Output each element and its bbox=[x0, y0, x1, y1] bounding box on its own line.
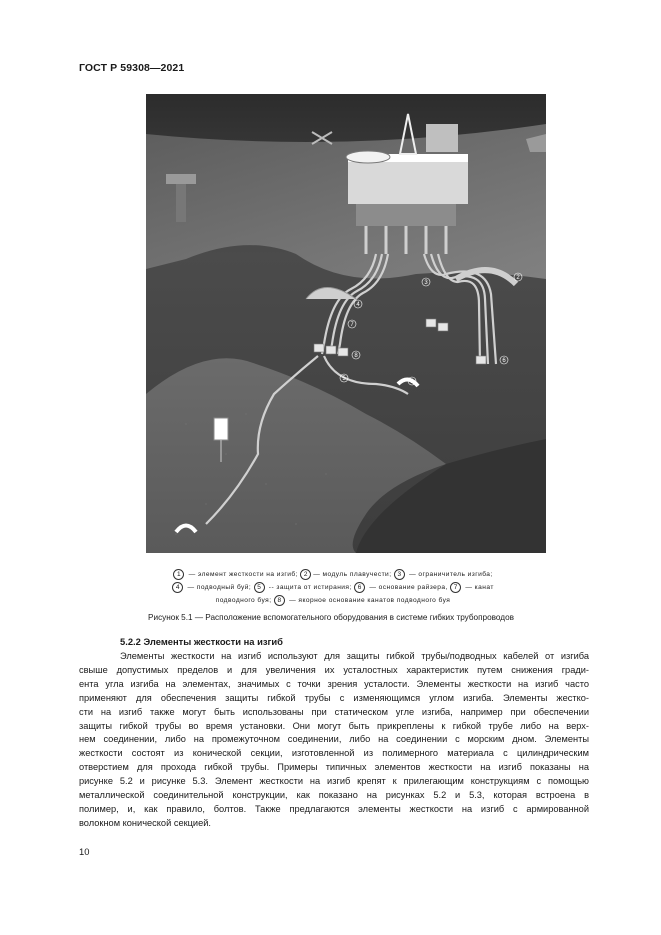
legend-item-7: 7 — канат bbox=[450, 584, 494, 591]
svg-text:2: 2 bbox=[516, 275, 520, 281]
body-line: жесткости состоят из конической секции, изготовленной из полимерного материала с цилиндрическим bbox=[79, 748, 589, 759]
body-line: рисунке 5.2 и рисунке 5.3. Элемент жесткости на изгиб крепят к прилегающим конструкциям с помощью bbox=[79, 776, 589, 787]
figure-legend-line-3: подводного буя; 8 — якорное основание канатов подводного буя bbox=[215, 596, 451, 604]
body-line: применяют для обеспечения защиты гибкой трубы с изменяющимся углом изгиба. Элементы жестко- bbox=[79, 692, 589, 703]
subsea-equipment-illustration bbox=[146, 94, 546, 553]
legend-item-5: 5 -- защита от истирания; bbox=[254, 584, 352, 591]
legend-item-2: 2 — модуль плавучести; bbox=[300, 571, 391, 578]
body-line: защиты гибкой трубы во время установки. Они могут быть прикреплены к гибкой трубе либо на верх- bbox=[79, 720, 589, 731]
svg-text:5: 5 bbox=[342, 376, 346, 382]
legend-item-8: 8 — якорное основание канатов подводного буя bbox=[274, 597, 451, 604]
body-line: ента угла изгиба на элементах, значимых с точки зрения усталости. Элементы жесткости на изгиб часто bbox=[79, 678, 589, 689]
page-number: 10 bbox=[79, 846, 90, 857]
body-line: Элементы жесткости на изгиб используют для защиты гибкой трубы/подводных кабелей от изгиба bbox=[120, 651, 589, 661]
body-line: нем соединении, либо на промежуточном соединении, либо на соединении с морским дном. Элементы bbox=[79, 734, 589, 745]
svg-text:6: 6 bbox=[502, 358, 506, 364]
svg-text:3: 3 bbox=[424, 280, 428, 286]
legend-item-6: 6 — основание райзера, bbox=[354, 584, 448, 591]
body-line: свыше допустимых пределов и для увеличения их усталостных характеристик путем снижения гради- bbox=[79, 664, 589, 675]
section-title: 5.2.2 Элементы жесткости на изгиб bbox=[120, 636, 283, 647]
body-line: волокном конической секцией. bbox=[79, 817, 211, 828]
legend-item-4: 4 — подводный буй; bbox=[172, 584, 251, 591]
svg-text:4: 4 bbox=[356, 302, 360, 308]
figure-caption: Рисунок 5.1 — Расположение вспомогательного оборудования в системе гибких трубопроводов bbox=[148, 613, 514, 622]
body-line: сти на изгиб также могут быть использованы при статическом угле изгиба, например при обеспечении bbox=[79, 706, 589, 717]
legend-item-3: 3 — ограничитель изгиба; bbox=[394, 571, 493, 578]
body-line: полимер, и, как правило, болтов. Также предлагаются элементы жесткости на изгиб с армированной bbox=[79, 803, 589, 814]
figure-legend-line-2 bbox=[110, 581, 556, 594]
body-line: отверстием для прохода гибкой трубы. Примеры типичных элементов жесткости на изгиб показаны на bbox=[79, 762, 589, 773]
svg-text:1: 1 bbox=[410, 379, 414, 385]
figure-legend-line-1 bbox=[110, 568, 556, 581]
svg-text:8: 8 bbox=[354, 353, 358, 359]
svg-text:7: 7 bbox=[350, 322, 354, 328]
section-body bbox=[79, 650, 589, 831]
legend-item-1: 1 — элемент жесткости на изгиб; bbox=[173, 571, 298, 578]
standard-header: ГОСТ Р 59308—2021 bbox=[79, 62, 185, 74]
body-line: металлической соединительной конструкции, как показано на рисунках 5.2 и 5.3, которая встроена в bbox=[79, 790, 589, 801]
